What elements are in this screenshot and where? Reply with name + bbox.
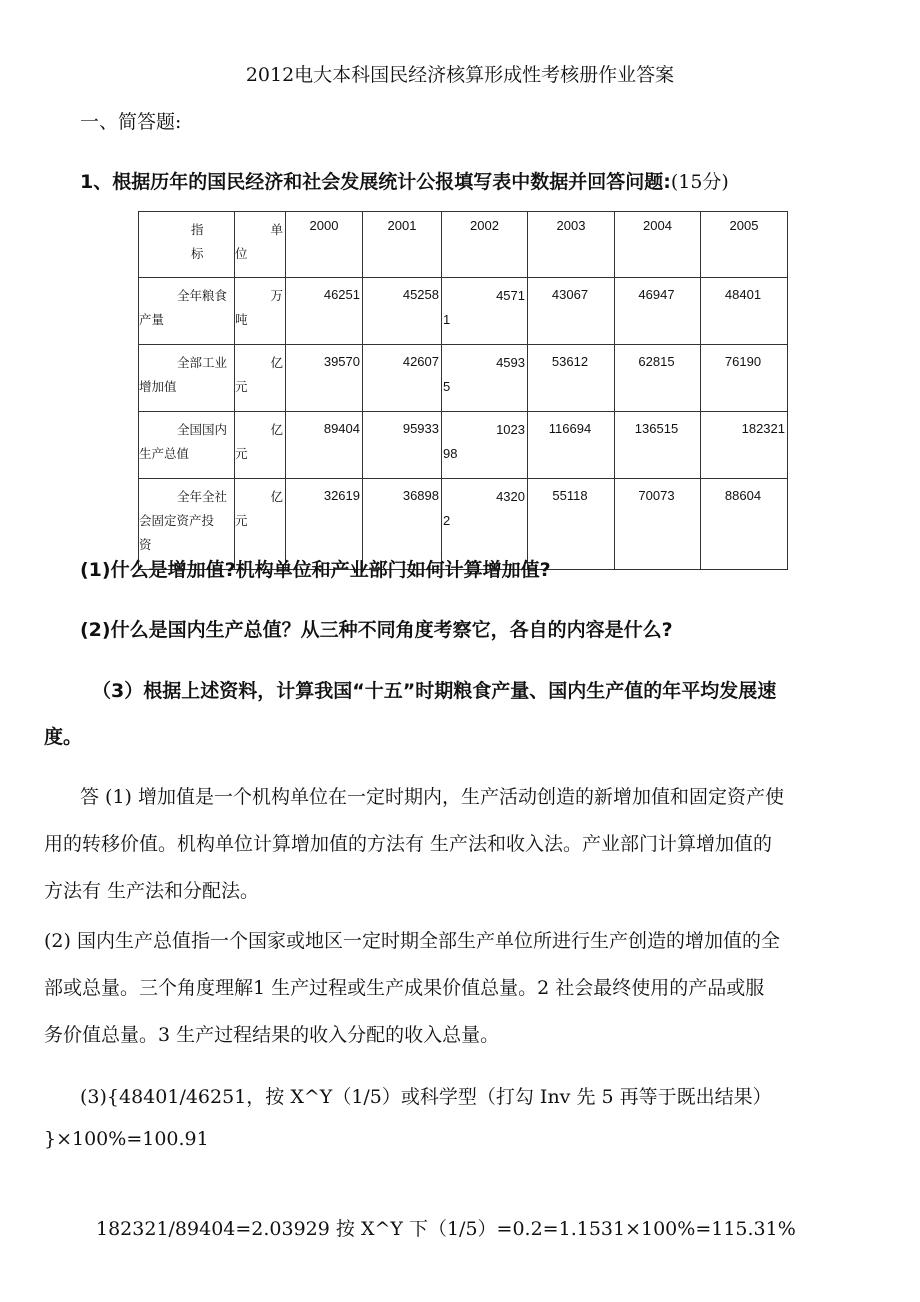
answer-2-line-2: 部或总量。三个角度理解1 生产过程或生产成果价值总量。2 社会最终使用的产品或服 <box>44 977 765 999</box>
sub-question-2: (2)什么是国内生产总值？从三种不同角度考察它，各自的内容是什么? <box>80 619 673 641</box>
cell-value-part: 4320 <box>496 489 525 504</box>
page-title: 2012电大本科国民经济核算形成性考核册作业答案 <box>245 64 675 86</box>
sub-question-1: (1)什么是增加值?机构单位和产业部门如何计算增加值? <box>80 559 551 581</box>
cell-value: 55118 <box>528 479 615 570</box>
cell-value-part: 5 <box>443 379 451 394</box>
cell-value: 46947 <box>615 278 701 345</box>
cell-value-wrapped <box>442 412 528 479</box>
cell-value: 182321 <box>701 412 788 479</box>
header-year: 2001 <box>363 212 442 278</box>
row-unit <box>235 412 286 479</box>
cell-value: 45258 <box>363 278 442 345</box>
sub-question-3-line-1: （3）根据上述资料，计算我国“十五”时期粮食产量、国内生产值的年平均发展速 <box>92 680 777 702</box>
question-1 <box>80 167 729 194</box>
row-name-line: 会固定资产投 <box>139 513 215 528</box>
header-year: 2004 <box>615 212 701 278</box>
row-unit-line: 元 <box>235 513 248 528</box>
row-indicator <box>139 278 235 345</box>
row-unit <box>235 345 286 412</box>
header-year: 2003 <box>528 212 615 278</box>
answer-3-line-1: (3){48401/46251，按 X^Y（1/5）或科学型（打勾 Inv 先 5 再等于既出结果） <box>80 1086 772 1108</box>
cell-value: 43067 <box>528 278 615 345</box>
answer-1-line-2: 用的转移价值。机构单位计算增加值的方法有 生产法和收入法。产业部门计算增加值的 <box>44 833 773 855</box>
header-indicator <box>139 212 235 278</box>
row-indicator <box>139 412 235 479</box>
cell-value: 70073 <box>615 479 701 570</box>
table-row <box>139 278 788 345</box>
row-name-line: 增加值 <box>139 379 177 394</box>
cell-value-part: 1 <box>443 312 451 327</box>
cell-value-part: 1023 <box>496 422 525 437</box>
row-unit-line: 吨 <box>235 312 248 327</box>
question-1-points: (15分) <box>670 171 729 193</box>
answer-3-line-2: }×100%=100.91 <box>44 1128 209 1150</box>
cell-value: 39570 <box>286 345 363 412</box>
row-name-line: 全部工业 <box>177 355 228 370</box>
row-indicator <box>139 345 235 412</box>
cell-value: 62815 <box>615 345 701 412</box>
header-unit <box>235 212 286 278</box>
cell-value: 76190 <box>701 345 788 412</box>
row-unit-line: 万 <box>270 288 283 303</box>
section-heading: 一、简答题: <box>80 111 182 133</box>
header-year: 2002 <box>442 212 528 278</box>
row-unit-line: 元 <box>235 446 248 461</box>
cell-value: 95933 <box>363 412 442 479</box>
header-year: 2000 <box>286 212 363 278</box>
cell-value: 36898 <box>363 479 442 570</box>
cell-value-wrapped <box>442 278 528 345</box>
row-name-line: 产量 <box>139 312 165 327</box>
sub-question-3-line-2: 度。 <box>44 726 83 748</box>
row-name-line: 全年粮食 <box>177 288 228 303</box>
cell-value-wrapped <box>442 345 528 412</box>
cell-value-part: 4571 <box>496 288 525 303</box>
row-name-line: 资 <box>139 537 152 552</box>
row-unit-line: 元 <box>235 379 248 394</box>
table-row <box>139 412 788 479</box>
header-year: 2005 <box>701 212 788 278</box>
question-1-text: 1、根据历年的国民经济和社会发展统计公报填写表中数据并回答问题: <box>80 171 671 193</box>
cell-value: 116694 <box>528 412 615 479</box>
data-table <box>138 211 788 570</box>
answer-1-line-3: 方法有 生产法和分配法。 <box>44 880 260 902</box>
header-indicator-b: 标 <box>191 246 204 261</box>
row-unit-line: 亿 <box>270 355 283 370</box>
cell-value: 89404 <box>286 412 363 479</box>
row-name-line: 全国国内 <box>177 422 228 437</box>
answer-1-line-1: 答 (1) 增加值是一个机构单位在一定时期内，生产活动创造的新增加值和固定资产使 <box>80 786 784 808</box>
cell-value-part: 2 <box>443 513 451 528</box>
row-unit-line: 亿 <box>270 422 283 437</box>
cell-value: 53612 <box>528 345 615 412</box>
row-name-line: 全年全社 <box>177 489 228 504</box>
cell-value: 136515 <box>615 412 701 479</box>
cell-value: 88604 <box>701 479 788 570</box>
cell-value: 42607 <box>363 345 442 412</box>
table-header-row <box>139 212 788 278</box>
answer-2-line-1: (2) 国内生产总值指一个国家或地区一定时期全部生产单位所进行生产创造的增加值的全 <box>44 930 780 952</box>
table-row <box>139 345 788 412</box>
cell-value: 46251 <box>286 278 363 345</box>
answer-2-line-3: 务价值总量。3 生产过程结果的收入分配的收入总量。 <box>44 1024 500 1046</box>
header-unit-a: 单 <box>270 222 283 237</box>
cell-value-part: 98 <box>443 446 458 461</box>
row-unit <box>235 278 286 345</box>
cell-value: 48401 <box>701 278 788 345</box>
cell-value: 32619 <box>286 479 363 570</box>
header-unit-b: 位 <box>235 246 248 261</box>
cell-value-part: 4593 <box>496 355 525 370</box>
answer-3-line-3: 182321/89404=2.03929 按 X^Y 下（1/5）=0.2=1.1531×100%=115.31% <box>96 1218 796 1240</box>
row-unit-line: 亿 <box>270 489 283 504</box>
row-name-line: 生产总值 <box>139 446 190 461</box>
header-indicator-a: 指 <box>191 222 204 237</box>
